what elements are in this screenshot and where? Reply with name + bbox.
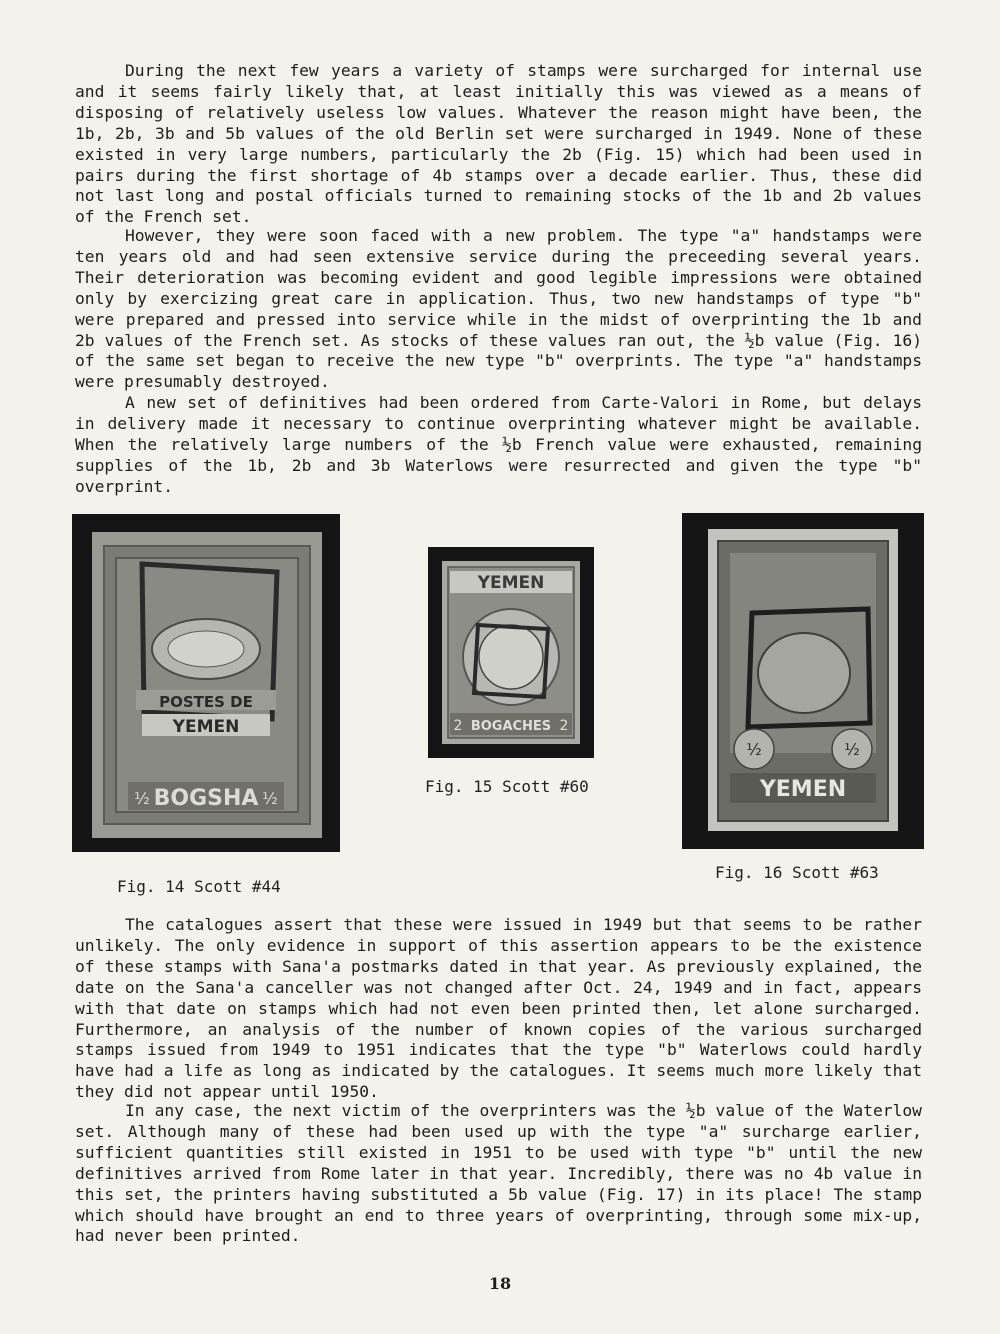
stamp-text-yemen: YEMEN	[172, 717, 240, 737]
figure-14-stamp-photo	[72, 514, 340, 852]
page-number: 18	[488, 1274, 512, 1293]
figure-15-caption: Fig. 15 Scott #60	[425, 777, 589, 796]
stamp-image-fig15	[428, 547, 594, 758]
stamp-text-2-left: 2	[453, 718, 463, 734]
figure-15-stamp-photo	[428, 547, 594, 758]
figure-16-stamp-photo	[682, 513, 924, 849]
stamp-text-half-right: ½	[844, 740, 860, 759]
stamp-text-bogsha: BOGSHA	[153, 786, 259, 811]
stamp-image-fig16	[682, 513, 924, 849]
paragraph-3: A new set of definitives had been ordered from Carte-Valori in Rome, but delays in delivery made it necessary to continue overprinting whatever might be available. When the relatively large numbers of the ½b French value were exhausted, remaining supplies of the 1b, 2b and 3b Waterlows were resurrected and given the type "b" overprint.	[75, 393, 922, 496]
stamp-text-yemen: YEMEN	[759, 777, 847, 802]
figure-14-caption: Fig. 14 Scott #44	[117, 877, 281, 896]
stamp-text-bogaches: BOGACHES	[470, 719, 552, 734]
stamp-text-half-right: ½	[262, 789, 278, 808]
stamp-text-half-left: ½	[134, 789, 150, 808]
paragraph-4: The catalogues assert that these were issued in 1949 but that seems to be rather unlikely. The only evidence in support of this assertion appears to be the existence of these stamps with Sana'a postmarks dated in that year. As previously explained, the date on the Sana'a canceller was not changed after Oct. 24, 1949 and in fact, appears with that date on stamps which had not even been printed then, let alone surcharged. Furthermore, an analysis of the number of known copies of the various surcharged stamps issued from 1949 to 1951 indicates that the type "b" Waterlows could hardly have had a life as long as indicated by the catalogues. It seems much more likely that they did not appear until 1950.	[75, 915, 922, 1102]
paragraph-1: During the next few years a variety of stamps were surcharged for internal use and it seems fairly likely that, at least initially this was viewed as a means of disposing of relatively useless low values. Whatever the reason might have been, the 1b, 2b, 3b and 5b values of the old Berlin set were surcharged in 1949. None of these existed in very large numbers, particularly the 2b (Fig. 15) which had been used in pairs during the first shortage of 4b stamps over a decade earlier. Thus, these did not last long and postal officials turned to remaining stocks of the 1b and 2b values of the French set.	[75, 61, 922, 227]
stamp-text-half-left: ½	[746, 740, 762, 759]
stamp-image-fig14	[72, 514, 340, 852]
paragraph-2: However, they were soon faced with a new problem. The type "a" handstamps were ten years old and had seen extensive service during the preceeding several years. Their deterioration was becoming evident and good legible impressions were obtained only by exercizing great care in application. Thus, two new handstamps of type "b" were prepared and pressed into service while in the midst of overprinting the 1b and 2b values of the French set. As stocks of these values ran out, the ½b value (Fig. 16) of the same set began to receive the new type "b" overprints. The type "a" handstamps were presumably destroyed.	[75, 226, 922, 392]
stamp-text-postes-de: POSTES DE	[159, 693, 253, 711]
stamp-text-yemen: YEMEN	[477, 573, 545, 593]
stamp-text-2-right: 2	[559, 718, 569, 734]
paragraph-5: In any case, the next victim of the overprinters was the ½b value of the Waterlow set. Although many of these had been used up with the type "a" surcharge earlier, sufficient quantities still existed in 1951 to be used with type "b" until the new definitives arrived from Rome later in that year. Incredibly, there was no 4b value in this set, the printers having substituted a 5b value (Fig. 17) in its place! The stamp which should have brought an end to three years of overprinting, through some mix-up, had never been printed.	[75, 1101, 922, 1246]
figure-16-caption: Fig. 16 Scott #63	[715, 863, 879, 882]
